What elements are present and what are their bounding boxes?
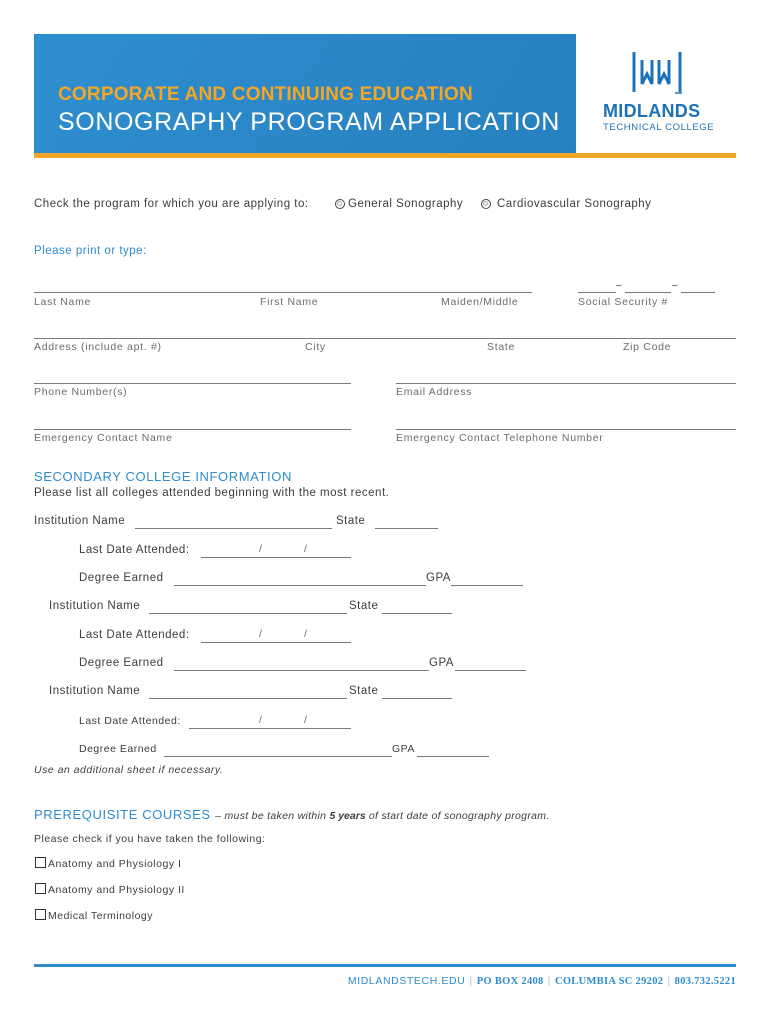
footer-separator: |	[469, 975, 473, 987]
gpa-label: GPA	[392, 743, 415, 755]
date-slash: /	[259, 628, 263, 640]
footer-phone: 803.732.5221	[674, 976, 736, 987]
radio-general-sonography[interactable]	[335, 199, 345, 209]
logo-subtitle: TECHNICAL COLLEGE	[603, 122, 715, 133]
emergency-name-line[interactable]	[34, 429, 351, 430]
footer-city: COLUMBIA SC 29202	[554, 976, 664, 987]
prereq-instruction: Please check if you have taken the following:	[34, 833, 266, 845]
degree-1-line[interactable]	[174, 585, 426, 586]
state-label: State	[349, 600, 379, 612]
last-name-label: Last Name	[34, 296, 92, 308]
name-field-line[interactable]	[34, 292, 532, 293]
degree-3-line[interactable]	[164, 756, 392, 757]
gpa-2-line[interactable]	[455, 670, 526, 671]
course-label: Anatomy and Physiology I	[48, 858, 182, 870]
date-slash: /	[259, 714, 263, 726]
state-label: State	[349, 685, 379, 697]
last-date-3-line[interactable]	[189, 728, 351, 729]
institution-label: Institution Name	[34, 515, 126, 527]
course-label: Anatomy and Physiology II	[48, 884, 185, 896]
institution-2-state-line[interactable]	[382, 613, 452, 614]
prereq-heading: PREREQUISITE COURSES	[34, 807, 211, 822]
last-date-1-line[interactable]	[201, 557, 351, 558]
degree-label: Degree Earned	[79, 572, 164, 584]
program-prompt: Check the program for which you are applying to:	[34, 198, 309, 210]
ssn-dash: –	[672, 280, 679, 291]
ssn-dash: –	[616, 280, 623, 291]
degree-label: Degree Earned	[79, 657, 164, 669]
footer-separator: |	[667, 975, 671, 987]
institution-1-line[interactable]	[135, 528, 332, 529]
email-field-line[interactable]	[396, 383, 736, 384]
date-slash: /	[304, 628, 308, 640]
emergency-name-label: Emergency Contact Name	[34, 432, 173, 444]
first-name-label: First Name	[260, 296, 319, 308]
header-accent-bar	[34, 153, 736, 158]
footer-separator: |	[547, 975, 551, 987]
address-field-line[interactable]	[34, 338, 736, 339]
institution-label: Institution Name	[49, 685, 141, 697]
ssn-label: Social Security #	[578, 296, 669, 308]
page-title: SONOGRAPHY PROGRAM APPLICATION	[58, 108, 560, 136]
last-date-label: Last Date Attended:	[79, 629, 190, 641]
prereq-heading-row	[34, 806, 550, 824]
institution-3-line[interactable]	[149, 698, 347, 699]
gpa-label: GPA	[426, 572, 451, 584]
institution-1-state-line[interactable]	[375, 528, 438, 529]
degree-label: Degree Earned	[79, 743, 157, 755]
emergency-phone-label: Emergency Contact Telephone Number	[396, 432, 604, 444]
logo-name: MIDLANDS	[603, 101, 701, 121]
option-general-sonography: General Sonography	[348, 198, 464, 210]
gpa-3-line[interactable]	[417, 756, 489, 757]
email-label: Email Address	[396, 386, 473, 398]
radio-cardiovascular-sonography[interactable]	[481, 199, 491, 209]
phone-label: Phone Number(s)	[34, 386, 128, 398]
gpa-label: GPA	[429, 657, 454, 669]
college-instruction: Please list all colleges attended beginning with the most recent.	[34, 487, 390, 499]
footer-po-box: PO BOX 2408	[476, 976, 544, 987]
state-label: State	[487, 341, 516, 353]
ssn-part3-line[interactable]	[681, 292, 715, 293]
ssn-part1-line[interactable]	[578, 292, 616, 293]
zip-label: Zip Code	[623, 341, 672, 353]
ssn-part2-line[interactable]	[625, 292, 671, 293]
footer-contact	[348, 975, 736, 987]
college-logo-icon	[631, 50, 683, 94]
institution-3-state-line[interactable]	[382, 698, 452, 699]
state-label: State	[336, 515, 366, 527]
print-note: Please print or type:	[34, 245, 147, 257]
option-cardiovascular-sonography: Cardiovascular Sonography	[497, 198, 652, 210]
college-section-heading: SECONDARY COLLEGE INFORMATION	[34, 469, 292, 484]
address-label: Address (include apt. #)	[34, 341, 162, 353]
prereq-note-pre: – must be taken within	[215, 810, 330, 822]
date-slash: /	[304, 714, 308, 726]
institution-2-line[interactable]	[149, 613, 347, 614]
additional-sheet-note: Use an additional sheet if necessary.	[34, 764, 224, 776]
phone-field-line[interactable]	[34, 383, 351, 384]
date-slash: /	[304, 543, 308, 555]
last-date-2-line[interactable]	[201, 642, 351, 643]
date-slash: /	[259, 543, 263, 555]
prereq-note-years: 5 years	[329, 810, 366, 822]
checkbox-medical-terminology[interactable]	[35, 909, 46, 920]
prereq-note-post: of start date of sonography program.	[365, 810, 550, 822]
checkbox-anatomy-physiology-1[interactable]	[35, 857, 46, 868]
footer-website[interactable]: MIDLANDSTECH.EDU	[347, 975, 466, 987]
city-label: City	[305, 341, 326, 353]
course-label: Medical Terminology	[48, 910, 154, 922]
footer-bar	[34, 964, 736, 967]
gpa-1-line[interactable]	[451, 585, 523, 586]
last-date-label: Last Date Attended:	[79, 715, 181, 727]
last-date-label: Last Date Attended:	[79, 544, 190, 556]
degree-2-line[interactable]	[174, 670, 429, 671]
checkbox-anatomy-physiology-2[interactable]	[35, 883, 46, 894]
institution-label: Institution Name	[49, 600, 141, 612]
emergency-phone-line[interactable]	[396, 429, 736, 430]
maiden-label: Maiden/Middle	[441, 296, 519, 308]
header-subtitle: CORPORATE AND CONTINUING EDUCATION	[58, 84, 473, 105]
